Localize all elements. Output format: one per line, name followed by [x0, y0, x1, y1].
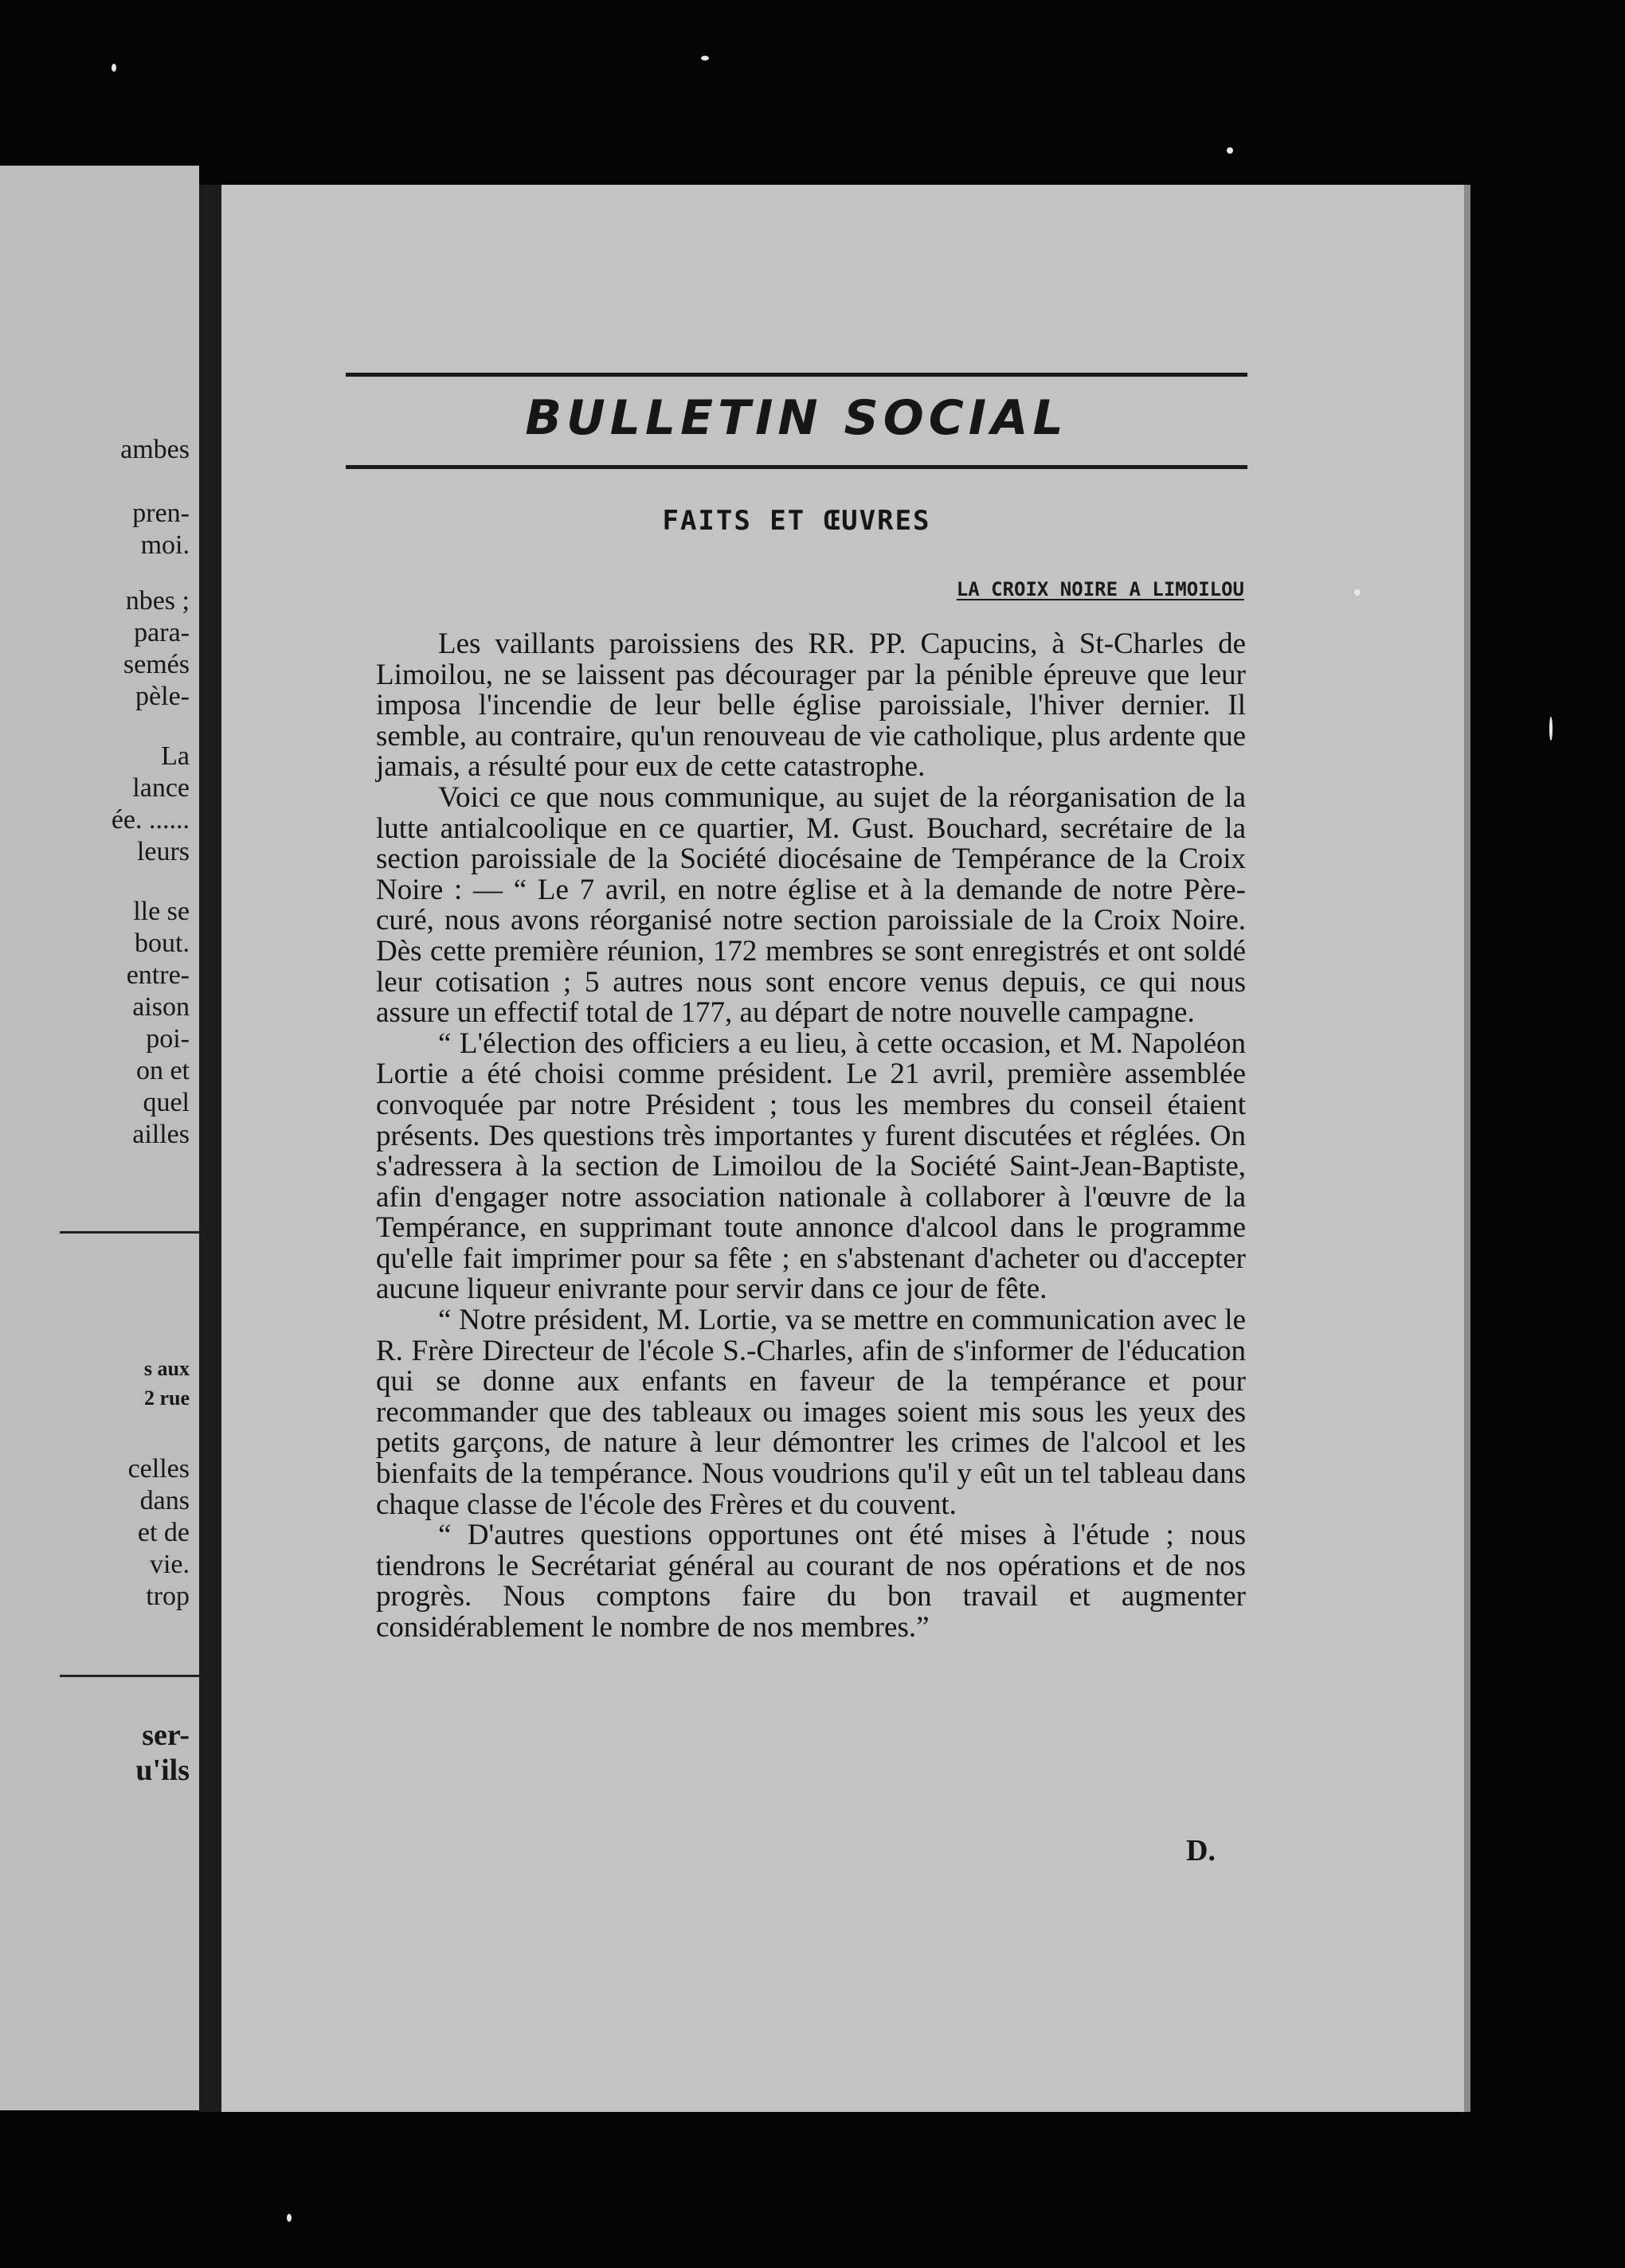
- left-page-rule: [60, 1231, 199, 1234]
- left-page-fragment: moi.: [140, 530, 190, 560]
- left-page-fragment: semés: [123, 650, 190, 679]
- document-page: [221, 185, 1464, 2112]
- left-page-fragment: ée. ......: [111, 805, 190, 835]
- paragraph: Voici ce que nous communique, au sujet de la réorganisation de la lutte antialcoolique en ce quartier, M. Gust. Bouchard, secrétaire de la section paroissiale de la Société diocésaine de Tempérance de la Croix Noire : — “ Le 7 avril, en notre église et à la demande de notre Père-curé, nous avons réorganisé notre section paroissiale de la Croix Noire. Dès cette première réunion, 172 membres se sont enregistrés et ont soldé leur cotisation ; 5 autres nous sont encore venus depuis, ce qui nous assure un effectif total de 177, au départ de notre nouvelle campagne.: [376, 780, 1246, 1030]
- dust-speck: [287, 2214, 292, 2222]
- left-page-fragment: ser-: [142, 1719, 190, 1752]
- left-page-fragment: ailles: [132, 1120, 190, 1149]
- left-page-fragment: trop: [146, 1582, 190, 1611]
- dust-speck: [1227, 147, 1233, 154]
- signature: D.: [1186, 1834, 1216, 1867]
- article-body: [376, 629, 1246, 1644]
- left-page: [0, 166, 199, 2110]
- left-page-fragment: celles: [127, 1454, 190, 1484]
- dust-speck: [701, 56, 709, 61]
- left-page-fragment: s aux: [143, 1357, 190, 1380]
- book-gutter: [199, 185, 221, 2112]
- left-page-fragment: et de: [137, 1518, 190, 1547]
- left-page-fragment: u'ils: [135, 1754, 190, 1787]
- left-page-fragment: La: [161, 741, 190, 771]
- left-page-rule: [60, 1675, 199, 1677]
- paragraph: “ Notre président, M. Lortie, va se mettre en communication avec le R. Frère Directeur de l'école S.-Charles, afin de s'informer de l'éducation qui se donne aux enfants en faveur de la tempérance et pour recommander que des tableaux ou images soient mis sous les yeux des petits garçons, de nature à leur démontrer les crimes de l'alcool et les bienfaits de la tempérance. Nous voudrions qu'il y eût un tel tableau dans chaque classe de l'école des Frères et du couvent.: [376, 1304, 1246, 1521]
- left-page-fragment: dans: [139, 1486, 190, 1515]
- page-edge: [1464, 185, 1470, 2112]
- paragraph: “ L'élection des officiers a eu lieu, à cette occasion, et M. Napoléon Lortie a été choisi comme président. Le 21 avril, première assemblée convoquée par notre Président ; tous les membres du conseil étaient présents. Des questions très importantes y furent discutées et réglées. On s'adressera à la section de Limoilou de la Société Saint-Jean-Baptiste, afin d'engager notre association nationale à collaborer à l'œuvre de la Tempérance, en supprimant toute annonce d'alcool dans le programme qu'elle fait imprimer pour sa fête ; en s'abstenant d'acheter ou d'accepter aucune liqueur enivrante pour servir dans ce jour de fête.: [376, 1026, 1246, 1306]
- section-subheading: FAITS ET ŒUVRES: [662, 505, 931, 537]
- left-page-fragment: ambes: [120, 435, 190, 464]
- left-page-fragment: quel: [143, 1088, 190, 1117]
- left-page-fragment: on et: [135, 1056, 190, 1085]
- left-page-fragment: vie.: [149, 1550, 190, 1579]
- paragraph: “ D'autres questions opportunes ont été mises à l'étude ; nous tiendrons le Secrétariat général au courant de nos opérations et de nos progrès. Nous comptons faire du bon travail et augmenter considérablement le nombre de nos membres.”: [376, 1519, 1246, 1644]
- left-page-fragment: 2 rue: [143, 1386, 190, 1410]
- left-page-fragment: lance: [132, 773, 190, 803]
- article-title: LA CROIX NOIRE A LIMOILOU: [956, 578, 1244, 600]
- page-heading: BULLETIN SOCIAL: [525, 390, 1068, 446]
- left-page-fragment: bout.: [135, 929, 190, 958]
- heading-bottom-rule: [346, 465, 1247, 469]
- heading-top-rule: [346, 373, 1247, 377]
- left-page-fragment: pèle-: [135, 682, 190, 711]
- dust-speck: [1549, 717, 1553, 741]
- left-page-fragment: lle se: [133, 897, 190, 926]
- dust-speck: [1354, 589, 1361, 596]
- left-page-fragment: entre-: [126, 960, 190, 990]
- dust-speck: [112, 64, 116, 72]
- left-page-fragment: pren-: [132, 499, 190, 528]
- left-page-fragment: leurs: [136, 837, 190, 866]
- left-page-fragment: para-: [134, 618, 190, 647]
- left-page-fragment: nbes ;: [125, 586, 190, 616]
- left-page-fragment: poi-: [146, 1024, 190, 1054]
- left-page-fragment: aison: [132, 992, 190, 1022]
- paragraph: Les vaillants paroissiens des RR. PP. Capucins, à St-Charles de Limoilou, ne se laissent pas décourager par la pénible épreuve que leur imposa l'incendie de leur belle église paroissiale, l'hiver dernier. Il semble, au contraire, qu'un renouveau de vie catholique, plus ardente que jamais, a résulté pour eux de cette catastrophe.: [376, 628, 1246, 784]
